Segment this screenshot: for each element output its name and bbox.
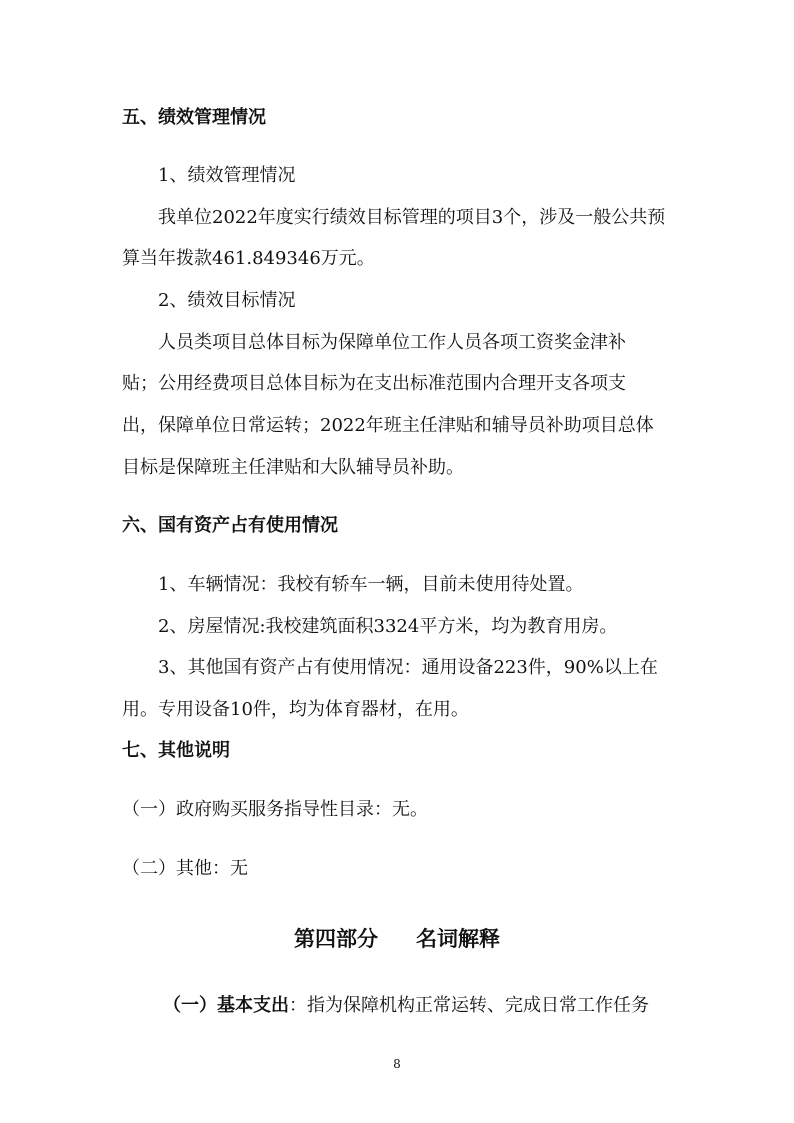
section6-item3-continued: 用。专用设备10件，均为体育器材，在用。 xyxy=(122,699,469,720)
section6-heading: 六、国有资产占有使用情况 xyxy=(122,515,338,536)
section7-item2: （二）其他：无 xyxy=(122,858,248,879)
section5-sub2-text-line4: 目标是保障班主任津贴和大队辅导员补助。 xyxy=(122,457,464,478)
section7-heading: 七、其他说明 xyxy=(122,740,230,761)
section5-sub2-text-line3: 出，保障单位日常运转；2022年班主任津贴和辅导员补助项目总体 xyxy=(122,415,654,436)
section5-sub1-text-line1: 我单位2022年度实行绩效目标管理的项目3个，涉及一般公共预 xyxy=(158,207,666,228)
term1-text: ：指为保障机构正常运转、完成日常工作任务 xyxy=(289,995,649,1016)
part4-title xyxy=(0,926,794,952)
section6-item3: 3、其他国有资产占有使用情况：通用设备223件，90%以上在 xyxy=(158,657,658,678)
page-number: 8 xyxy=(393,1057,401,1071)
section5-heading: 五、绩效管理情况 xyxy=(122,107,266,128)
term1-definition xyxy=(163,994,649,1018)
section5-sub1-text-line2: 算当年拨款461.849346万元。 xyxy=(122,248,375,269)
section5-sub2: 2、绩效目标情况 xyxy=(158,290,296,311)
section7-item1: （一）政府购买服务指导性目录：无。 xyxy=(122,799,428,820)
term1-label: （一）基本支出 xyxy=(163,995,289,1016)
section5-sub2-text-line1: 人员类项目总体目标为保障单位工作人员各项工资奖金津补 xyxy=(158,332,626,353)
section5-sub1: 1、绩效管理情况 xyxy=(158,165,296,186)
section5-sub2-text-line2: 贴；公用经费项目总体目标为在支出标准范围内合理开支各项支 xyxy=(122,373,626,394)
section6-item2: 2、房屋情况:我校建筑面积3324平方米，均为教育用房。 xyxy=(158,616,618,637)
part4-title-part: 第四部分 xyxy=(294,927,378,951)
part4-title-name: 名词解释 xyxy=(416,927,500,951)
section6-item1: 1、车辆情况：我校有轿车一辆，目前未使用待处置。 xyxy=(158,574,584,595)
